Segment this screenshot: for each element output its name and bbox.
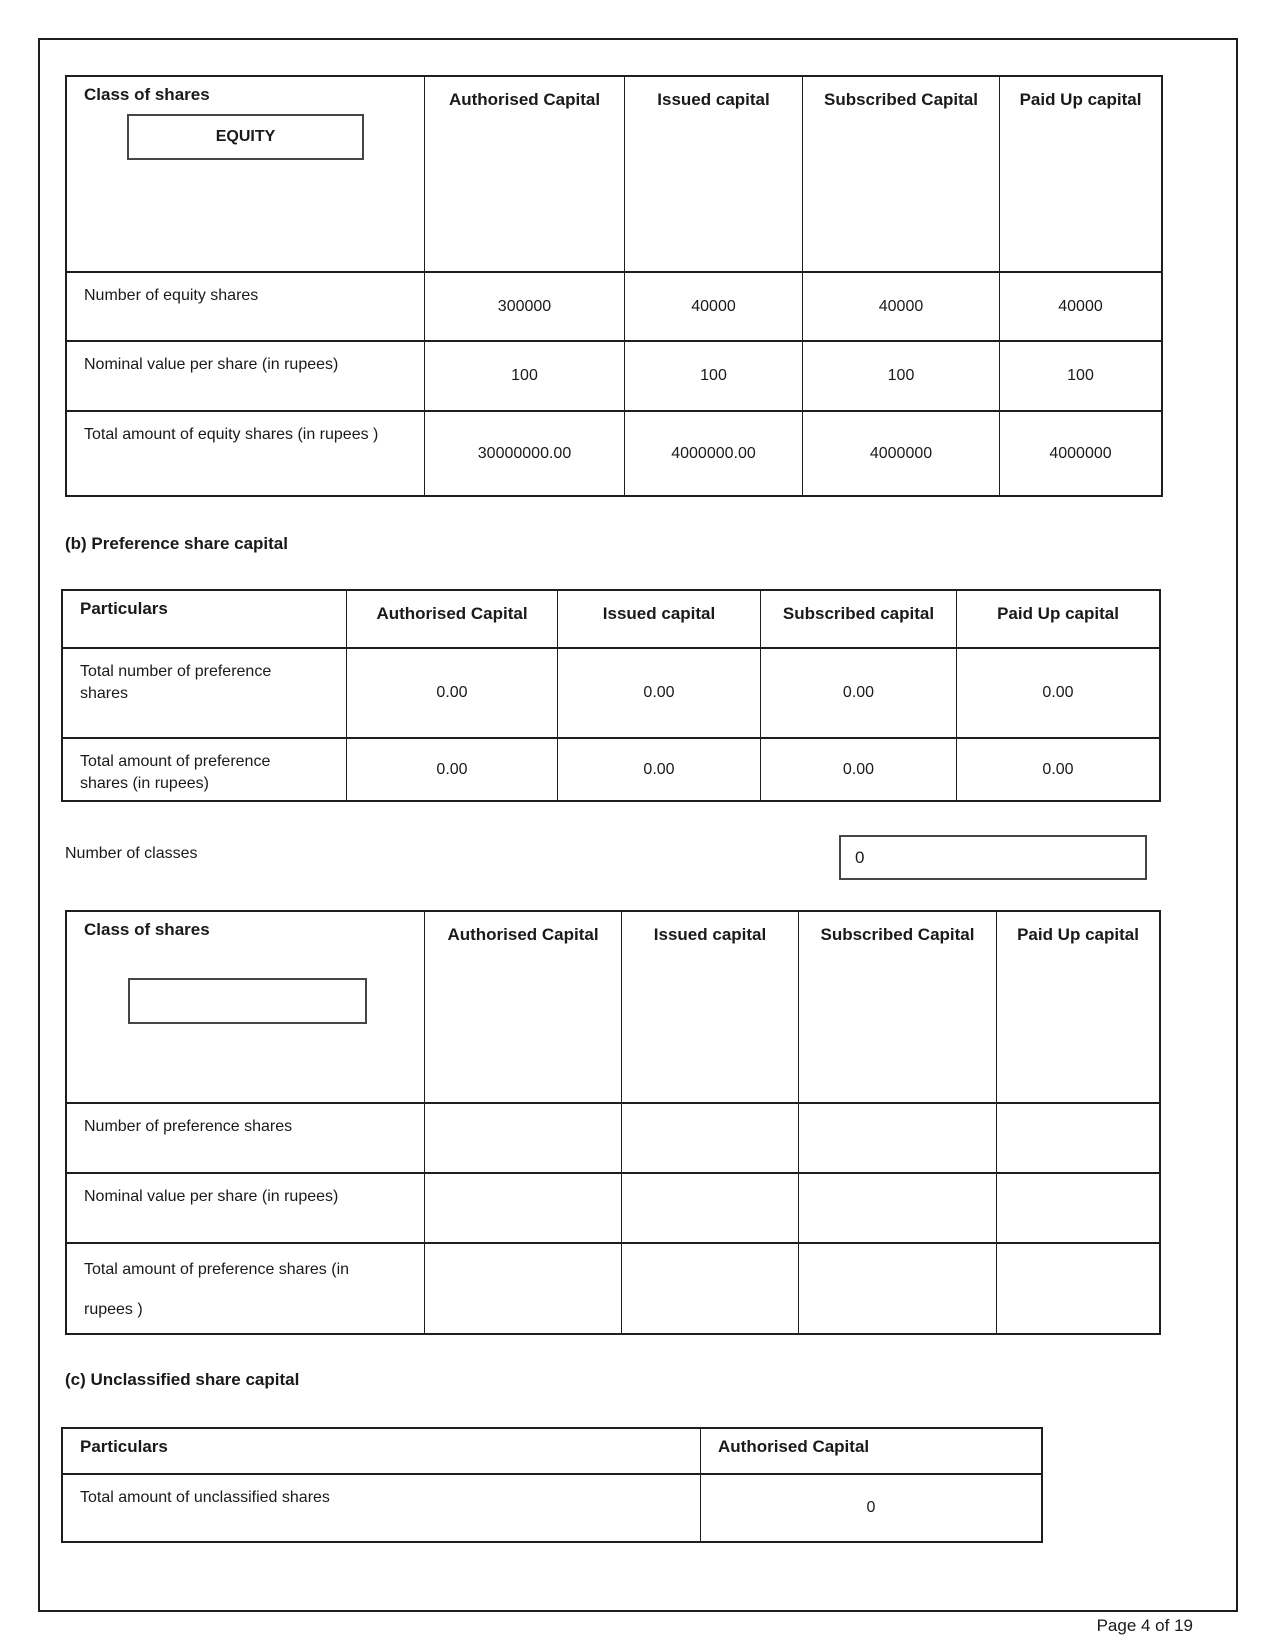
unclassified-section-heading: (c) Unclassified share capital xyxy=(65,1370,300,1389)
value-cell: 4000000.00 xyxy=(625,412,803,495)
value-cell: 0.00 xyxy=(558,739,761,800)
value-cell: 4000000 xyxy=(1049,444,1112,462)
pref-row-label: Total number of preference shares xyxy=(63,649,347,739)
equity-row-label: Number of equity shares xyxy=(67,273,425,342)
value-cell: 0.00 xyxy=(761,649,957,739)
equity-class-value: EQUITY xyxy=(215,128,276,145)
preference-class-table xyxy=(65,910,1161,1335)
value-cell: 40000 xyxy=(803,273,1000,342)
pref-class-table-corner: Class of shares xyxy=(67,912,425,1104)
number-of-classes-label: Number of classes xyxy=(65,845,198,862)
value-cell xyxy=(799,1104,997,1174)
number-of-classes-value: 0 xyxy=(855,847,865,867)
value-cell: 40000 xyxy=(1000,273,1161,342)
value-cell xyxy=(799,1244,997,1333)
equity-class-field[interactable] xyxy=(127,114,364,160)
pref-col-issued: Issued capital xyxy=(558,591,761,649)
value-cell: 4000000 xyxy=(803,412,1000,495)
value-cell: 40000 xyxy=(625,273,803,342)
pref-class-row-label: Total amount of preference shares (in rupees ) xyxy=(67,1244,425,1333)
value-cell: 0.00 xyxy=(761,739,957,800)
equity-corner-label: Class of shares xyxy=(84,85,210,104)
unclassified-table xyxy=(61,1427,1043,1543)
pref-col-subscribed: Subscribed capital xyxy=(761,591,957,649)
value-cell: 30000000.00 xyxy=(425,412,625,495)
value-cell: 0.00 xyxy=(347,649,558,739)
pref-row-label: Total amount of preference shares (in rupees) xyxy=(63,739,347,800)
pref-col-authorised: Authorised Capital xyxy=(347,591,558,649)
equity-row-label: Total amount of equity shares (in rupees ) xyxy=(67,412,425,495)
unclassified-table-corner: Particulars xyxy=(63,1429,701,1475)
value-cell: 100 xyxy=(425,342,625,412)
value-cell xyxy=(425,1244,622,1333)
equity-col-paidup: Paid Up capital xyxy=(1000,77,1161,273)
preference-summary-table xyxy=(61,589,1161,802)
pref-class-row-label: Number of preference shares xyxy=(67,1104,425,1174)
value-cell xyxy=(425,1104,622,1174)
preference-class-field[interactable] xyxy=(128,978,367,1024)
unclassified-row-label: Total amount of unclassified shares xyxy=(63,1475,701,1541)
equity-class-table xyxy=(65,75,1163,497)
value-cell: 100 xyxy=(1000,342,1161,412)
preference-table-corner: Particulars xyxy=(63,591,347,649)
value-cell xyxy=(799,1174,997,1244)
value-cell xyxy=(425,1174,622,1244)
value-cell: 300000 xyxy=(425,273,625,342)
equity-col-issued: Issued capital xyxy=(625,77,803,273)
pref-class-col-authorised: Authorised Capital xyxy=(425,912,622,1104)
equity-col-authorised: Authorised Capital xyxy=(425,77,625,273)
value-cell xyxy=(997,1174,1159,1244)
pref-class-row-label: Nominal value per share (in rupees) xyxy=(67,1174,425,1244)
equity-row-label: Nominal value per share (in rupees) xyxy=(67,342,425,412)
value-cell: 0.00 xyxy=(1042,760,1074,778)
pref-col-paidup: Paid Up capital xyxy=(957,591,1159,649)
preference-section-heading: (b) Preference share capital xyxy=(65,534,288,553)
value-cell: 100 xyxy=(803,342,1000,412)
value-cell: 100 xyxy=(625,342,803,412)
value-cell xyxy=(622,1244,799,1333)
value-cell: 0 xyxy=(866,1499,876,1516)
value-cell xyxy=(622,1104,799,1174)
value-cell xyxy=(622,1174,799,1244)
pref-class-col-issued: Issued capital xyxy=(622,912,799,1104)
page-number-indicator: Page 4 of 19 xyxy=(1096,1616,1193,1635)
number-of-classes-field[interactable] xyxy=(839,835,1147,880)
pref-class-col-paidup: Paid Up capital xyxy=(997,912,1159,1104)
pref-class-col-subscribed: Subscribed Capital xyxy=(799,912,997,1104)
value-cell xyxy=(997,1244,1159,1333)
equity-table-corner xyxy=(67,77,425,273)
unclassified-col-authorised: Authorised Capital xyxy=(701,1429,1041,1475)
value-cell: 0.00 xyxy=(957,649,1159,739)
equity-col-subscribed: Subscribed Capital xyxy=(803,77,1000,273)
value-cell: 0.00 xyxy=(558,649,761,739)
value-cell: 0.00 xyxy=(347,739,558,800)
value-cell xyxy=(997,1104,1159,1174)
